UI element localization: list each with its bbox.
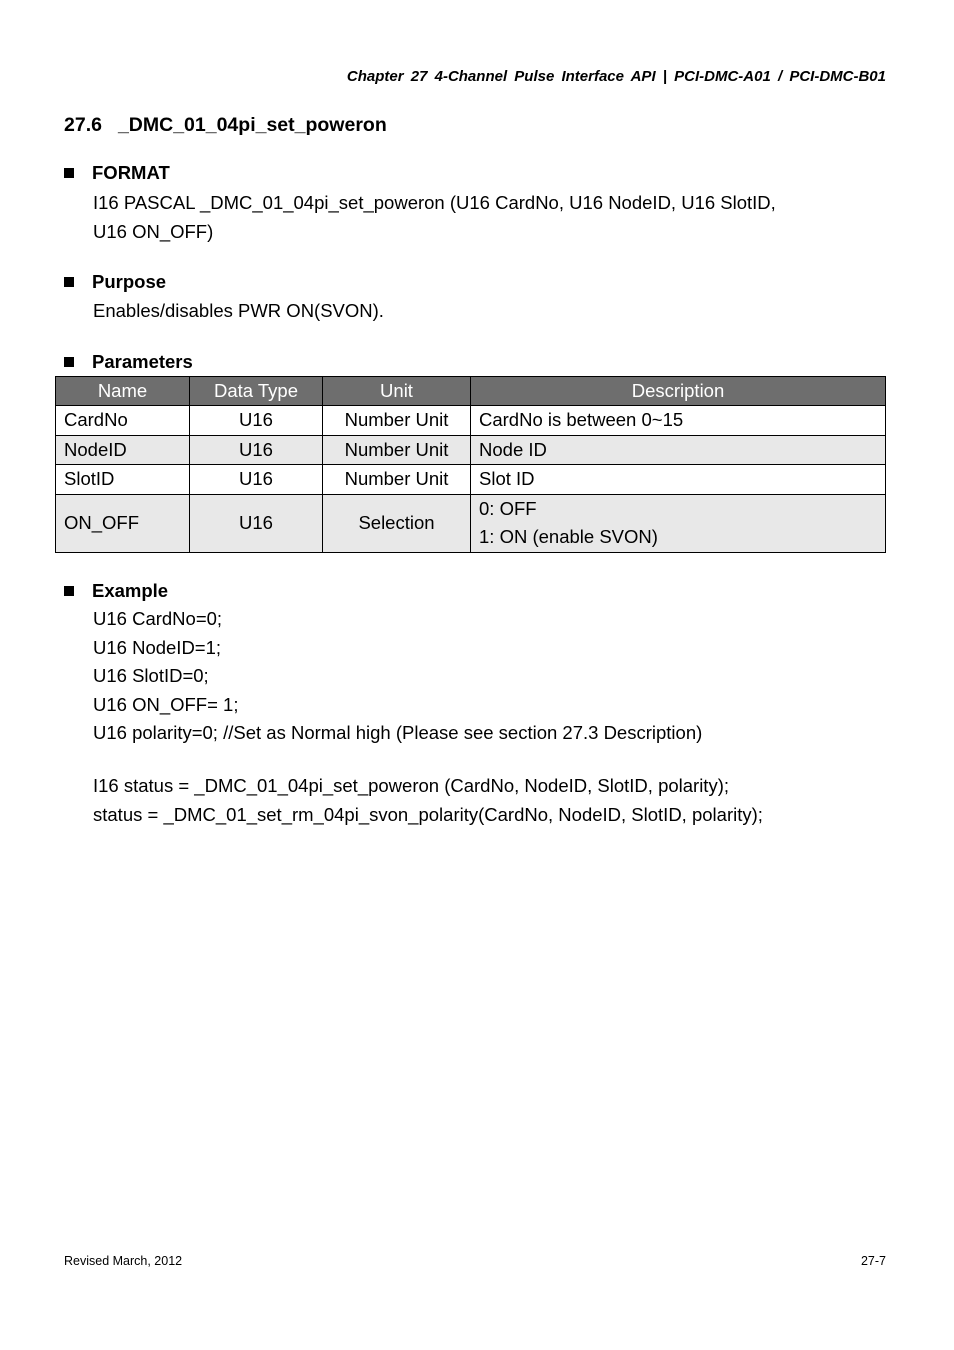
param-description xyxy=(471,494,886,552)
table-row xyxy=(56,494,886,552)
param-unit: Number Unit xyxy=(323,465,471,495)
square-bullet-icon xyxy=(64,357,74,367)
example-code-line: status = _DMC_01_set_rm_04pi_svon_polarity(CardNo, NodeID, SlotID, polarity); xyxy=(93,803,763,825)
param-name: SlotID xyxy=(56,465,190,495)
example-code xyxy=(93,772,763,829)
param-name: CardNo xyxy=(56,406,190,436)
footer-page-number: 27-7 xyxy=(860,1254,886,1268)
format-heading xyxy=(64,162,170,184)
table-row xyxy=(56,435,886,465)
footer-revision: Revised March, 2012 xyxy=(64,1254,183,1268)
square-bullet-icon xyxy=(64,168,74,178)
purpose-text: Enables/disables PWR ON(SVON). xyxy=(93,300,384,321)
param-name: NodeID xyxy=(56,435,190,465)
param-type: U16 xyxy=(190,494,323,552)
section-number: 27.6 xyxy=(64,114,102,136)
param-unit: Selection xyxy=(323,494,471,552)
param-type: U16 xyxy=(190,435,323,465)
format-text xyxy=(93,189,776,246)
section-name: _DMC_01_04pi_set_poweron xyxy=(117,114,387,136)
example-line: U16 NodeID=1; xyxy=(93,636,222,658)
parameters-table xyxy=(55,376,886,553)
param-unit: Number Unit xyxy=(323,435,471,465)
example-heading xyxy=(64,580,168,602)
param-description-line: 1: ON (enable SVON) xyxy=(479,526,658,547)
section-title xyxy=(64,114,387,137)
param-description: Node ID xyxy=(471,435,886,465)
table-row xyxy=(56,465,886,495)
purpose-heading-label: Purpose xyxy=(92,271,167,292)
page-header: Chapter 27 4-Channel Pulse Interface API | PCI-DMC-A01 / PCI-DMC-B01 xyxy=(346,68,886,85)
parameters-heading-label: Parameters xyxy=(92,351,193,372)
square-bullet-icon xyxy=(64,586,74,596)
column-header-description: Description xyxy=(471,377,886,406)
square-bullet-icon xyxy=(64,277,74,287)
purpose-heading xyxy=(64,271,166,293)
table-row xyxy=(56,406,886,436)
param-description-line: 0: OFF xyxy=(479,497,537,519)
example-code-line: I16 status = _DMC_01_04pi_set_poweron (CardNo, NodeID, SlotID, polarity); xyxy=(93,775,730,796)
param-unit: Number Unit xyxy=(323,406,471,436)
example-line: U16 polarity=0; //Set as Normal high (Please see section 27.3 Description) xyxy=(93,722,703,743)
format-line: I16 PASCAL _DMC_01_04pi_set_poweron (U16 CardNo, U16 NodeID, U16 SlotID, xyxy=(93,192,776,213)
param-type: U16 xyxy=(190,406,323,436)
param-description: CardNo is between 0~15 xyxy=(471,406,886,436)
format-heading-label: FORMAT xyxy=(92,162,170,183)
column-header-unit: Unit xyxy=(323,377,471,406)
parameters-heading xyxy=(64,351,193,373)
example-line: U16 ON_OFF= 1; xyxy=(93,693,239,715)
param-name: ON_OFF xyxy=(56,494,190,552)
example-line: U16 SlotID=0; xyxy=(93,665,209,686)
column-header-data-type: Data Type xyxy=(190,377,323,406)
example-text xyxy=(93,605,702,748)
format-line: U16 ON_OFF) xyxy=(93,220,214,242)
example-heading-label: Example xyxy=(92,580,169,601)
example-line: U16 CardNo=0; xyxy=(93,608,223,629)
param-description: Slot ID xyxy=(471,465,886,495)
param-type: U16 xyxy=(190,465,323,495)
column-header-name: Name xyxy=(56,377,190,406)
table-header-row xyxy=(56,377,886,406)
